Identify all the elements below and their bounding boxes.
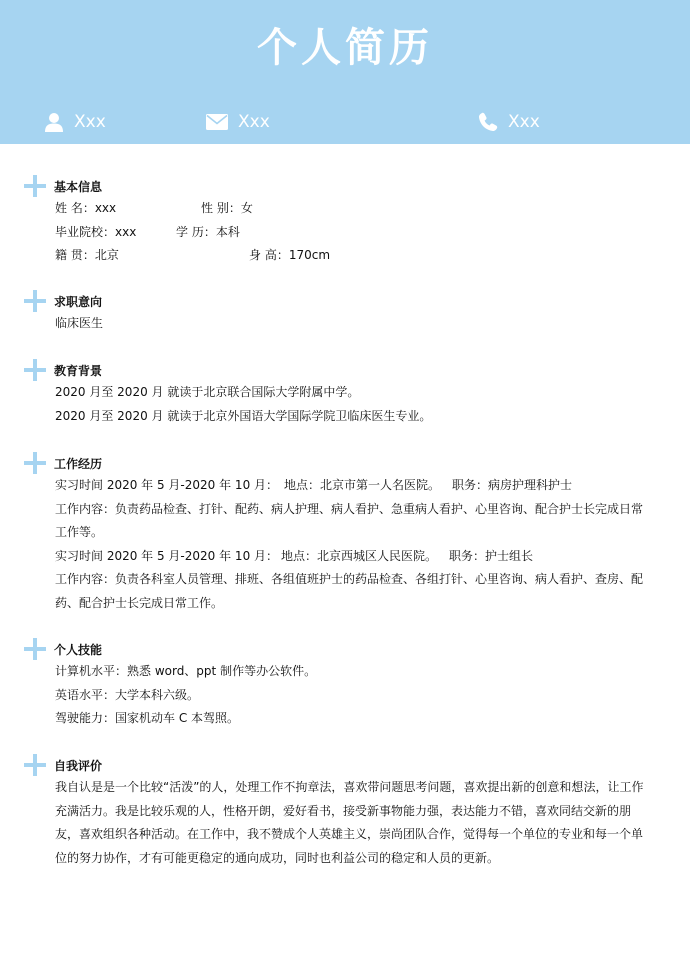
basic-info-body: [55, 197, 645, 268]
work-role: 职务：病房护理科护士: [452, 478, 573, 492]
objective-text: 临床医生: [55, 316, 104, 330]
section-title: 求职意向: [54, 294, 103, 309]
section-title: 工作经历: [54, 456, 103, 471]
plus-icon: [24, 638, 46, 660]
info-row: [55, 197, 645, 221]
name-field: 姓 名：xxx: [55, 201, 117, 215]
work-role: 职务：护士组长: [449, 548, 534, 563]
plus-icon: [24, 754, 46, 776]
section-header: [24, 637, 102, 661]
section-title: 自我评价: [54, 758, 103, 773]
mail-icon: [206, 114, 228, 130]
work-summary-row: [55, 545, 645, 569]
info-row: [55, 244, 645, 268]
skills-body: [55, 660, 645, 731]
section-title: 个人技能: [54, 642, 103, 657]
page-title: 个人简历: [257, 24, 433, 71]
section-header: [24, 753, 102, 777]
section-header: [24, 358, 102, 382]
evaluation-body: [55, 776, 645, 870]
section-header: [24, 174, 102, 198]
work-content: 工作内容：负责药品检查、打针、配药、病人护理、病人看护、急重病人看护、心里咨询、配合护士长完成日常工作等。: [55, 501, 644, 539]
plus-icon: [24, 359, 46, 381]
phone-icon: [478, 112, 498, 132]
evaluation-text: 我自认是是一个比较“活泼”的人，处理工作不拘章法，喜欢带问题思考问题，喜欢提出新的创意和想法，让工作充满活力。我是比较乐观的人，性格开朗，爱好看书，接受新事物能力强，表达能力不错，喜欢同结交新的朋友，喜欢组织各种活动。在工作中，我不赞成个人英雄主义，崇尚团队合作，觉得每一个单位的专业和每一个单位的努力协作，才有可能更稳定的通向成功，同时也利益公司的稳定和人员的更新。: [55, 780, 644, 865]
origin-field: 籍 贯：北京: [55, 248, 119, 262]
degree-field: 学 历：本科: [176, 224, 240, 239]
contact-name-text: Xxx: [74, 112, 106, 132]
section-header: [24, 289, 102, 313]
header-banner: [0, 0, 690, 144]
skill-line: 计算机水平：熟悉 word、ppt 制作等办公软件。: [55, 664, 317, 678]
education-line: 2020 月至 2020 月 就读于北京外国语大学国际学院卫临床医生专业。: [55, 408, 432, 423]
school-field: 毕业院校：xxx: [55, 224, 137, 239]
work-time: 实习时间 2020 年 5 月-2020 年 10 月：: [55, 478, 279, 492]
plus-icon: [24, 175, 46, 197]
person-icon: [44, 112, 64, 132]
work-body: [55, 474, 645, 615]
skill-line: 英语水平：大学本科六级。: [55, 687, 200, 702]
contact-email: [206, 108, 270, 136]
gender-field: 性 别：女: [201, 201, 253, 215]
work-time: 实习时间 2020 年 5 月-2020 年 10 月：: [55, 548, 279, 563]
section-header: [24, 451, 102, 475]
contact-phone-text: Xxx: [508, 112, 540, 132]
skill-line: 驾驶能力：国家机动车 C 本驾照。: [55, 711, 240, 725]
section-title: 基本信息: [54, 179, 103, 194]
objective-body: [55, 312, 645, 336]
work-summary-row: [55, 474, 645, 498]
plus-icon: [24, 290, 46, 312]
education-line: 2020 月至 2020 月 就读于北京联合国际大学附属中学。: [55, 385, 360, 399]
work-place: 地点：北京市第一人名医院。: [284, 478, 441, 492]
info-row: [55, 221, 645, 245]
section-title: 教育背景: [54, 363, 103, 378]
education-body: [55, 381, 645, 428]
work-content: 工作内容：负责各科室人员管理、排班、各组值班护士的药品检查、各组打针、心里咨询、病人看护、查房、配药、配合护士长完成日常工作。: [55, 572, 644, 610]
contact-name: [44, 108, 106, 136]
height-field: 身 高：170cm: [249, 248, 331, 262]
contact-email-text: Xxx: [238, 112, 270, 132]
work-place: 地点：北京西城区人民医院。: [281, 548, 438, 563]
contact-phone: [478, 108, 540, 136]
plus-icon: [24, 452, 46, 474]
